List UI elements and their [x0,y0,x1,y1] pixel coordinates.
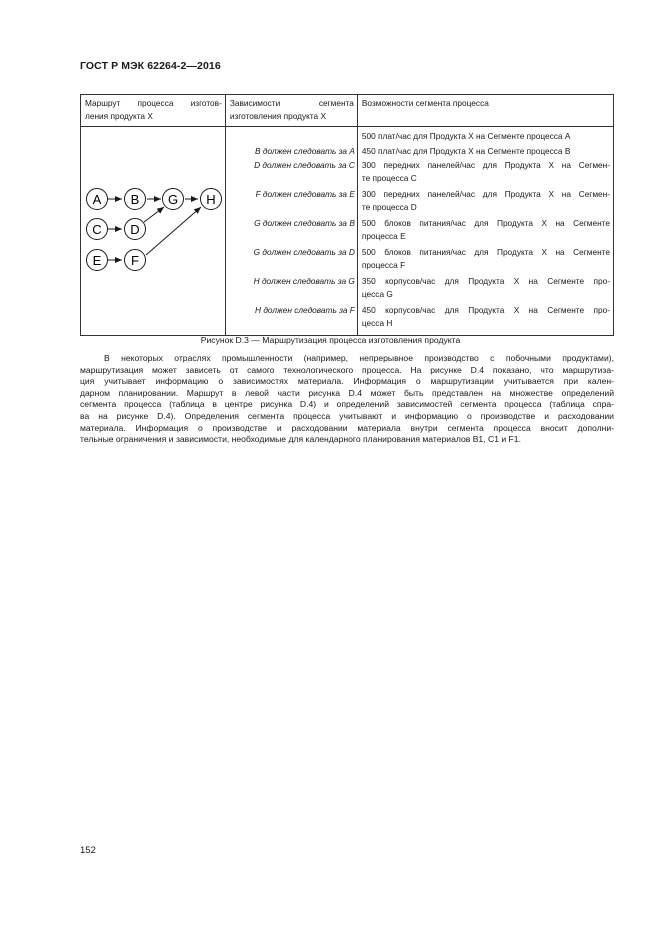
route-diagram-cell [81,127,226,336]
node-b [125,189,146,210]
document-header: ГОСТ Р МЭК 62264-2—2016 [80,60,221,72]
dependency-text: F должен следовать за E [255,189,355,199]
paragraph-line: ва на рисунке D.4). Определения сегмента процесса учитывают и информацию о производстве и расходовании [80,410,614,421]
capability-item [358,188,613,217]
node-h-label: H [206,192,216,207]
capability-line2: процесса F [361,259,406,270]
capability-line1: 500 плат/час для Продукта X на Сегменте процесса A [361,131,571,141]
routing-table [80,94,614,336]
body-paragraph [80,353,614,446]
paragraph-line: дарном планировании. Маршрут в левой части рисунка D.4 может быть представлен на множестве определений [80,387,614,398]
node-d [125,219,146,240]
capability-item [358,145,613,160]
node-a-label: A [92,192,102,207]
dependencies-cell [225,127,357,336]
capability-line2: цесса H [361,317,393,328]
paragraph-line: материала. Информация о производстве и расходовании материала внутри сегмента процесса вносит дополни- [80,422,614,433]
capability-list [358,127,613,335]
dependency-item [226,304,357,333]
dependency-text: H должен следовать за G [253,276,355,286]
paragraph-line: маршрутизация может зависеть от самого технологического процесса. На рисунке D.4 показано, что маршрутиза- [80,364,614,375]
header-dependencies [225,95,357,127]
node-f-label: F [131,253,139,268]
node-e [87,250,108,271]
dependency-item [226,275,357,304]
node-c [87,219,108,240]
capability-item [358,275,613,304]
node-g [163,189,184,210]
header-route-line1: Маршрут процесса изготов- [85,98,222,108]
figure-caption: Рисунок D.3 — Маршрутизация процесса изготовления продукта [200,335,461,345]
capability-item [358,217,613,246]
capability-line1: 500 блоков питания/час для Продукта X на Сегменте [361,218,610,228]
node-g-label: G [167,192,179,207]
dependency-item [226,188,357,217]
dependency-item [226,246,357,275]
dependency-text: H должен следовать за F [255,305,355,315]
capability-line1: 300 передних панелей/час для Продукта X на Сегмен- [361,160,610,170]
paragraph-line: ция учитывает информацию о зависимостях материала. Информация о маршрутизации учитывается при кален- [80,376,614,387]
dependency-item [226,145,357,160]
dependency-item [226,130,357,145]
capabilities-cell [357,127,613,336]
capability-line1: 450 корпусов/час для Продукта X на Сегменте про- [361,305,610,315]
dependency-item [226,159,357,188]
header-dep-line1: Зависимости сегмента [229,98,354,108]
dependency-text: G должен следовать за D [253,247,355,257]
header-capabilities [357,95,613,127]
paragraph-line: тельные ограничения и зависимости, необходимые для календарного планирования материалов B1, C1 и F1. [80,434,521,445]
capability-line2: цесса G [361,288,393,299]
capability-line2: те процесса D [361,201,417,212]
dependency-text: G должен следовать за B [254,218,355,228]
capability-item [358,304,613,333]
node-f [125,250,146,271]
dependency-item [226,217,357,246]
capability-line1: 500 блоков питания/час для Продукта X на Сегменте [361,247,610,257]
header-dep-line2: изготовления продукта X [229,110,326,121]
dependency-list [226,127,357,335]
header-route [81,95,226,127]
table-header-row [81,95,614,127]
capability-line1: 300 передних панелей/час для Продукта X на Сегмен- [361,189,610,199]
capability-line1: 450 плат/час для Продукта X на Сегменте процесса B [361,145,571,156]
paragraph-line: сегмента процесса (таблица в центре рисунка D.4) и определений зависимостей сегмента процесса (таблица спра- [80,399,614,410]
node-h [201,189,222,210]
node-c-label: C [92,222,102,237]
header-route-line2: ления продукта X [85,110,153,121]
capability-item [358,159,613,188]
capability-line2: процесса E [361,230,406,241]
page-number: 152 [80,845,96,856]
capability-line1: 350 корпусов/час для Продукта X на Сегменте про- [361,276,610,286]
node-b-label: B [130,192,140,207]
node-e-label: E [92,253,102,268]
capability-item [358,246,613,275]
node-a [87,189,108,210]
capability-item [358,130,613,145]
edge-d-g [144,207,164,222]
route-diagram [81,127,225,333]
paragraph-line: В некоторых отраслях промышленности (например, непрерывное производство с побочными продуктами), [104,353,614,363]
table-body-row [81,127,614,336]
dependency-text: D должен следовать за C [254,160,355,170]
capability-line2: те процесса C [361,172,417,183]
header-cap-line1: Возможности сегмента процесса [361,98,489,108]
dependency-text: B должен следовать за A [255,145,355,156]
node-d-label: D [130,222,140,237]
